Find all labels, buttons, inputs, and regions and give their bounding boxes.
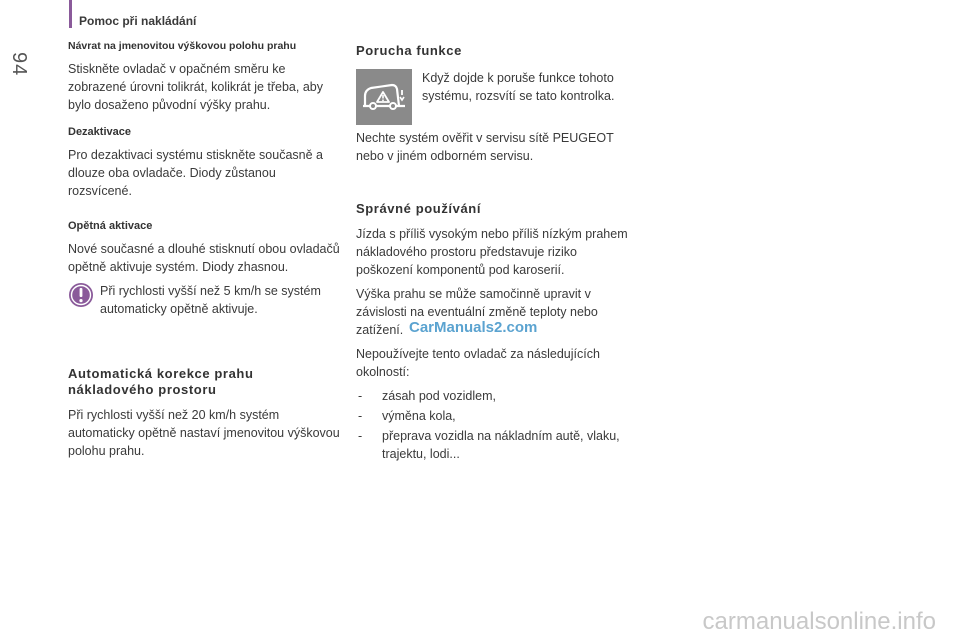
list-item: - přeprava vozidla na nákladním autě, vlaku, trajektu, lodi... <box>356 427 628 463</box>
van-suspension-fault-icon <box>356 69 412 125</box>
page-number: 94 <box>8 52 30 77</box>
heading-malfunction: Porucha funkce <box>356 43 462 58</box>
exclamation-circle-icon <box>68 282 94 308</box>
right-column <box>356 43 628 465</box>
list-item: - výměna kola, <box>356 407 628 425</box>
text-service: Nechte systém ověřit v servisu sítě PEUGEOT nebo v jiném odborném servisu. <box>356 131 614 163</box>
left-column <box>68 40 340 466</box>
text-return-nominal: Stiskněte ovladač v opačném směru ke zobrazené úrovni tolikrát, kolikrát je třeba, aby bylo dosaženo původní výšky prahu. <box>68 62 323 112</box>
heading-return-nominal: Návrat na jmenovitou výškovou polohu prahu <box>68 40 297 52</box>
header-title: Pomoc při nakládání <box>79 14 197 28</box>
header-accent-bar <box>69 0 72 28</box>
circumstances-list <box>356 387 628 463</box>
warning-text: Při rychlosti vyšší než 5 km/h se systém automaticky opětně aktivuje. <box>100 284 321 316</box>
heading-deactivation: Dezaktivace <box>68 126 131 138</box>
text-auto-correction: Při rychlosti vyšší než 20 km/h systém automaticky opětně nastaví jmenovitou výškovou polohu prahu. <box>68 408 340 458</box>
heading-auto-correction: Automatická korekce prahu nákladového prostoru <box>68 366 254 397</box>
heading-proper-use: Správné používání <box>356 201 482 216</box>
warning-lamp-row <box>356 69 628 125</box>
text-proper-use-3: Nepoužívejte tento ovladač za následujících okolností: <box>356 347 600 379</box>
warning-note <box>68 282 340 324</box>
watermark-carmanuals2: CarManuals2.com <box>409 319 538 336</box>
text-proper-use-2: Výška prahu se může samočinně upravit v závislosti na eventuální změně teploty nebo zatížení. <box>356 287 598 337</box>
text-proper-use-1: Jízda s příliš vysokým nebo příliš nízkým prahem nákladového prostoru představuje riziko poškození komponentů pod karoserií. <box>356 227 628 277</box>
text-reactivation: Nové současné a dlouhé stisknutí obou ovladačů opětně aktivuje systém. Diody zhasnou. <box>68 242 340 274</box>
heading-reactivation: Opětná aktivace <box>68 220 153 232</box>
watermark-carmanualsonline: carmanualsonline.info <box>702 608 936 635</box>
list-item: - zásah pod vozidlem, <box>356 387 628 405</box>
lamp-text: Když dojde k poruše funkce tohoto systému, rozsvítí se tato kontrolka. <box>422 71 615 103</box>
text-deactivation: Pro dezaktivaci systému stiskněte současně a dlouze oba ovladače. Diody zůstanou rozsvícené. <box>68 148 323 198</box>
